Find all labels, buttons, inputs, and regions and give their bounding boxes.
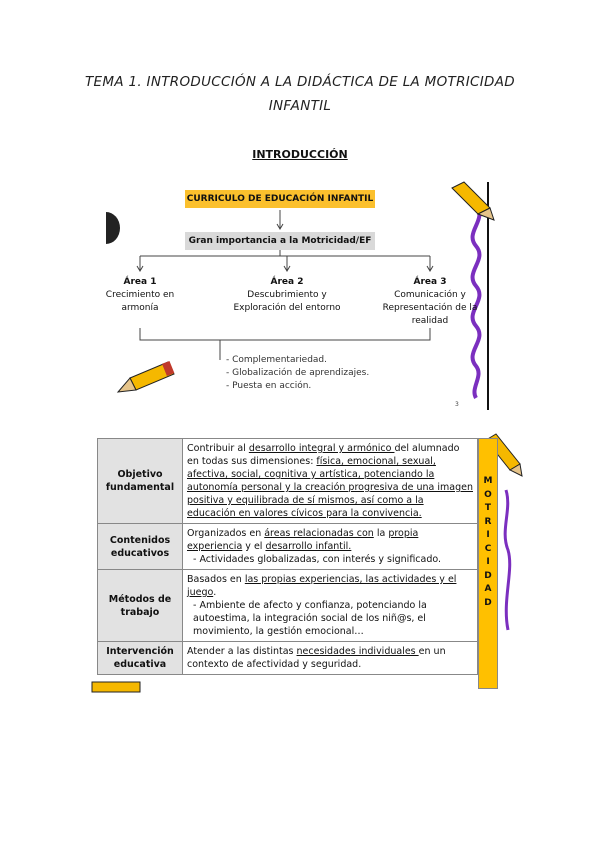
area-2 xyxy=(222,276,352,315)
area-3-title: Área 3 xyxy=(413,277,447,287)
side-letter: R xyxy=(484,516,492,527)
side-letter: I xyxy=(486,530,490,540)
side-letter: D xyxy=(484,597,492,608)
side-letter: A xyxy=(484,584,492,594)
pencil-icon-bottom xyxy=(92,682,140,692)
area-3-line: Representación de la xyxy=(382,303,478,313)
row-label-contents: Contenidos educativos xyxy=(98,524,183,570)
table-row xyxy=(98,439,478,524)
slide-diagram xyxy=(0,0,600,420)
side-letter: T xyxy=(484,503,492,513)
area-3-line: Comunicación y xyxy=(394,290,466,300)
row-content-contents: Organizados en áreas relacionadas con la propia experiencia y el desarrollo infantil. - Actividades globalizadas, con interés y significado. xyxy=(183,524,478,570)
side-letter: I xyxy=(486,557,490,567)
bullet-item: - Globalización de aprendizajes. xyxy=(226,368,370,378)
area-3-line: realidad xyxy=(411,316,449,326)
slide-page-number: 3 xyxy=(455,401,459,408)
curriculum-box: CURRICULO DE EDUCACIÓN INFANTIL xyxy=(185,190,375,208)
area-1-line: Crecimiento en xyxy=(105,290,175,300)
row-label-intervention: Intervención educativa xyxy=(98,642,183,675)
row-label-methods: Métodos de trabajo xyxy=(98,570,183,642)
row-content-intervention: Atender a las distintas necesidades individuales en un contexto de afectividad y seguridad. xyxy=(183,642,478,675)
motricity-importance-box: Gran importancia a la Motricidad/EF xyxy=(185,232,375,250)
area-2-line: Exploración del entorno xyxy=(233,303,341,313)
bullet-list xyxy=(226,354,369,393)
side-letter: O xyxy=(484,489,492,500)
pencil-icon-left xyxy=(118,361,174,392)
bullet-item: - Puesta en acción. xyxy=(226,381,312,391)
table-row xyxy=(98,570,478,642)
motricity-table xyxy=(97,438,478,675)
area-2-line: Descubrimiento y xyxy=(247,290,327,300)
side-letter: M xyxy=(483,476,493,486)
area-3 xyxy=(380,276,480,328)
side-letter: D xyxy=(484,570,492,581)
table-row xyxy=(98,642,478,675)
half-circle-decoration xyxy=(106,212,120,244)
title-line-1: TEMA 1. INTRODUCCIÓN A LA DIDÁCTICA DE LA MOTRICIDAD xyxy=(85,74,515,90)
title-line-2: INFANTIL xyxy=(268,98,332,114)
section-heading: INTRODUCCIÓN xyxy=(252,148,348,161)
table-row xyxy=(98,524,478,570)
area-1-line: armonía xyxy=(121,303,159,313)
squiggle-decoration-2 xyxy=(505,490,510,630)
area-2-title: Área 2 xyxy=(270,277,304,287)
side-letter: C xyxy=(484,543,492,554)
row-content-objective: Contribuir al desarrollo integral y armónico del alumnado en todas sus dimensiones: física, emocional, sexual, afectiva, social, cognitiva y artística, potenciando la autonomía personal y la creación progresiva de una imagen positiva y equilibrada de sí mismos, así como a la educación en valores cívicos para la convivencia. xyxy=(183,439,478,524)
motricidad-side-banner xyxy=(478,438,498,689)
area-1 xyxy=(95,276,185,315)
row-label-objective: Objetivo fundamental xyxy=(98,439,183,524)
row-content-methods: Basados en las propias experiencias, las actividades y el juego. - Ambiente de afecto y confianza, potenciando la autoestima, la integración social de los niñ@s, el movimiento, la gestión emocional… xyxy=(183,570,478,642)
area-1-title: Área 1 xyxy=(123,277,157,287)
bullet-item: - Complementariedad. xyxy=(226,355,328,365)
